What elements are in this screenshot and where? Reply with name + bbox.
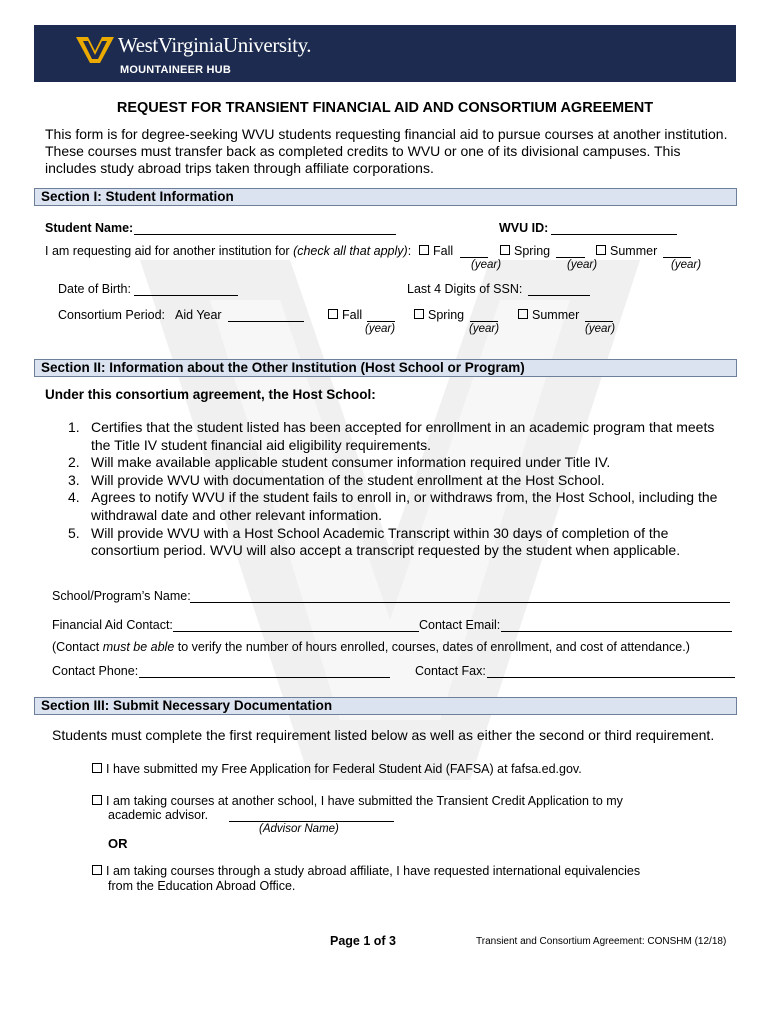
study-abroad-label: I am taking courses through a study abroad affiliate, I have requested international equivalencies	[106, 864, 641, 878]
consortium-label: Consortium Period:	[58, 308, 165, 322]
form-intro	[45, 126, 735, 177]
ssn-field[interactable]	[528, 295, 590, 296]
student-name-label: Student Name:	[45, 221, 134, 235]
fall-label: Fall	[342, 308, 363, 322]
org-name: WestVirginiaUniversity.	[118, 33, 312, 57]
checkbox-icon	[92, 795, 102, 805]
request-label	[45, 244, 411, 258]
fa-contact-label: Financial Aid Contact:	[52, 618, 173, 632]
advisor-name-field[interactable]	[229, 821, 394, 822]
wvu-id-field[interactable]	[551, 234, 677, 235]
year-hint: (year)	[671, 259, 702, 271]
hub-name: MOUNTAINEER HUB	[120, 64, 231, 76]
host-school-subheading: Under this consortium agreement, the Host School:	[45, 387, 376, 402]
dob-label: Date of Birth:	[58, 282, 131, 296]
year-hint: (year)	[365, 323, 396, 335]
year-hint: (year)	[469, 323, 500, 335]
wv-logo-icon	[76, 33, 114, 65]
study-abroad-label-line2: from the Education Abroad Office.	[108, 879, 296, 893]
transient-checkbox[interactable]	[92, 794, 623, 808]
checkbox-icon	[518, 309, 528, 319]
checkbox-icon	[328, 309, 338, 319]
or-label: OR	[108, 836, 128, 851]
spring-year-field-2[interactable]	[470, 321, 498, 322]
contact-fax-label: Contact Fax:	[415, 664, 486, 678]
request-text: I am requesting aid for another institution for	[45, 244, 294, 258]
fall-year-field-1[interactable]	[460, 257, 488, 258]
section2-heading: Section II: Information about the Other Institution (Host School or Program)	[34, 359, 737, 377]
year-hint: (year)	[471, 259, 502, 271]
summer-label: Summer	[532, 308, 580, 322]
summer-checkbox-1[interactable]	[596, 244, 657, 258]
list-item: 5. Will provide WVU with a Host School Academic Transcript within 30 days of completion of the consortium period. WVU will also accept a transcript requested by the student when applicable.	[68, 524, 681, 559]
contact-email-label: Contact Email:	[419, 618, 501, 632]
fa-contact-field[interactable]	[173, 631, 419, 632]
list-item: 2. Will make available applicable student consumer information required under Title IV.	[68, 454, 611, 471]
section3-heading: Section III: Submit Necessary Documentation	[34, 697, 737, 715]
study-abroad-checkbox[interactable]	[92, 864, 640, 878]
fafsa-checkbox[interactable]	[92, 762, 582, 776]
ssn-label: Last 4 Digits of SSN:	[407, 282, 523, 296]
checkbox-icon	[92, 865, 102, 875]
request-hint: (check all that apply)	[293, 244, 408, 258]
form-title: REQUEST FOR TRANSIENT FINANCIAL AID AND CONSORTIUM AGREEMENT	[116, 100, 654, 116]
intro-line: These courses must transfer back as completed credits to WVU or one of its divisional campuses. This	[45, 143, 681, 159]
checkbox-icon	[414, 309, 424, 319]
fall-checkbox-2[interactable]	[328, 308, 362, 322]
header-banner	[34, 25, 736, 82]
transient-label: I am taking courses at another school, I have submitted the Transient Credit Application to my	[106, 794, 623, 808]
list-item: 4. Agrees to notify WVU if the student fails to enroll in, or withdraws from, the Host School, including the withdrawal date and other relevant information.	[68, 489, 718, 523]
fafsa-label: I have submitted my Free Application for Federal Student Aid (FAFSA) at fafsa.ed.gov.	[106, 762, 582, 776]
wvu-id-label: WVU ID:	[499, 221, 549, 235]
spring-year-field-1[interactable]	[556, 257, 585, 258]
fall-checkbox-1[interactable]	[419, 244, 453, 258]
intro-line: includes study abroad trips taken through affiliate corporations.	[45, 160, 434, 176]
school-name-label: School/Program’s Name:	[52, 589, 191, 603]
aid-year-field[interactable]	[228, 321, 304, 322]
checkbox-icon	[500, 245, 510, 255]
note-prefix: (Contact	[52, 640, 103, 654]
list-item: 3. Will provide WVU with documentation of the student enrollment at the Host School.	[68, 471, 605, 488]
page-number: Page 1 of 3	[330, 934, 396, 948]
summer-label: Summer	[610, 244, 658, 258]
year-hint: (year)	[585, 323, 616, 335]
host-school-list	[68, 419, 728, 560]
spring-checkbox-1[interactable]	[500, 244, 550, 258]
contact-note	[52, 640, 690, 654]
summer-year-field-1[interactable]	[663, 257, 691, 258]
school-name-field[interactable]	[190, 602, 730, 603]
advisor-hint: (Advisor Name)	[259, 823, 339, 835]
dob-field[interactable]	[134, 295, 238, 296]
contact-email-field[interactable]	[501, 631, 732, 632]
contact-fax-field[interactable]	[487, 677, 735, 678]
section3-intro: Students must complete the first requirement listed below as well as either the second or third requirement.	[52, 727, 715, 743]
note-suffix: to verify the number of hours enrolled, courses, dates of enrollment, and cost of attendance.)	[174, 640, 690, 654]
summer-checkbox-2[interactable]	[518, 308, 579, 322]
spring-label: Spring	[514, 244, 551, 258]
contact-phone-field[interactable]	[139, 677, 390, 678]
fall-year-field-2[interactable]	[367, 321, 395, 322]
checkbox-icon	[596, 245, 606, 255]
list-item: 1. Certifies that the student listed has been accepted for enrollment in an academic program that meets the Title IV student financial aid eligibility requirements.	[68, 419, 715, 453]
checkbox-icon	[419, 245, 429, 255]
intro-line: This form is for degree-seeking WVU students requesting financial aid to pursue courses at another institution.	[45, 126, 728, 142]
transient-label-line2: academic advisor.	[108, 808, 209, 822]
aid-year-label: Aid Year	[175, 308, 222, 322]
contact-phone-label: Contact Phone:	[52, 664, 139, 678]
form-code: Transient and Consortium Agreement: CONSHM (12/18)	[476, 936, 727, 947]
spring-checkbox-2[interactable]	[414, 308, 464, 322]
year-hint: (year)	[567, 259, 598, 271]
request-colon: :	[407, 244, 412, 258]
checkbox-icon	[92, 763, 102, 773]
spring-label: Spring	[428, 308, 465, 322]
note-emphasis: must be able	[102, 640, 175, 654]
fall-label: Fall	[433, 244, 454, 258]
section1-heading: Section I: Student Information	[34, 188, 737, 206]
summer-year-field-2[interactable]	[585, 321, 613, 322]
student-name-field[interactable]	[134, 234, 396, 235]
